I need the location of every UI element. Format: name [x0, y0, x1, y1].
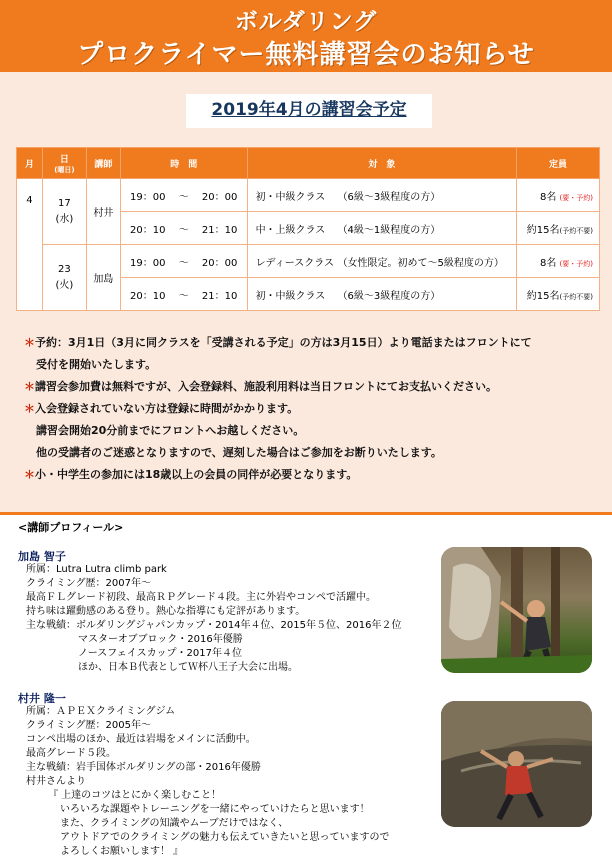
profile-line: クライミング歴：2005年～: [26, 720, 151, 731]
month-cell: 4: [17, 179, 43, 311]
target-cell: [247, 245, 517, 278]
reservation-note: (要・予約): [559, 193, 593, 202]
profile-line: コンペ出場のほか、最近は岩場をメインに活動中。: [26, 734, 256, 745]
header-day-label: 日: [59, 154, 69, 165]
instructor-name: 加島 智子: [18, 550, 66, 563]
notes-list: [24, 332, 604, 486]
class-note: （女性限定。初めて～5級程度の方）: [337, 257, 504, 269]
reservation-note: (要・予約): [559, 259, 593, 268]
note-line: [24, 398, 604, 420]
instructor-cell: 村井: [86, 179, 120, 245]
header-instructor: 講師: [86, 148, 120, 179]
time-cell: [120, 278, 247, 311]
note-text: 入会登録されていない方は登録に時間がかかります。: [35, 402, 299, 415]
target-cell: [247, 179, 517, 212]
note-bullet: ＊: [24, 468, 35, 481]
header-title-1: ボルダリング: [234, 9, 378, 35]
quote-line: アウトドアでのクライミングの魅力も伝えていきたいと思っていますので: [60, 832, 390, 843]
class-level: レディースクラス: [255, 257, 334, 269]
start-time: 19：00: [130, 191, 166, 203]
time-separator: ～: [178, 191, 189, 203]
capacity-value: 8名: [539, 257, 557, 269]
end-time: 21：10: [201, 224, 238, 236]
capacity-cell: [517, 245, 600, 278]
profile-line: 村井さんより: [26, 776, 86, 787]
class-note: （6級～3級程度の方）: [337, 191, 441, 203]
note-text: 講習会開始20分前までにフロントへお越しください。: [36, 424, 305, 437]
instructor-cell: 加島: [86, 245, 120, 311]
note-text: 予約：3月1日（3月に同クラスを「受講される予定」の方は3月15日）より電話またはフロントにて: [35, 336, 532, 349]
profile-line: 所属：ＡＰＥＸクライミングジム: [26, 706, 176, 717]
quote-line: 『 上達のコツはとにかく楽しむこと！: [48, 790, 222, 801]
class-note: （6級～3級程度の方）: [337, 290, 441, 302]
profile-line: 最高ＦＬグレード初段、最高ＲＰグレード４段。主に外岩やコンペで活躍中。: [26, 592, 376, 603]
profile-line: 主な戦績：岩手国体ボルダリングの部・2016年優勝: [26, 762, 261, 773]
capacity-cell: [517, 278, 600, 311]
table-header-row: [17, 148, 600, 179]
note-bullet: ＊: [24, 380, 35, 393]
header-banner: [0, 0, 612, 72]
reservation-note: (予約不要): [559, 292, 593, 301]
instructor-photo-1: [441, 547, 592, 673]
header-capacity: 定員: [517, 148, 600, 179]
instructor-photo-2: [441, 701, 592, 827]
note-bullet: ＊: [24, 336, 35, 349]
capacity-value: 約15名: [526, 224, 560, 236]
climbing-photo-illustration-2: [441, 701, 592, 827]
profile-line: ほか、日本Ｂ代表としてＷ杯八王子大会に出場。: [78, 662, 298, 673]
reservation-note: (予約不要): [559, 226, 593, 235]
header-title-2: プロクライマー無料講習会のお知らせ: [77, 40, 535, 70]
section-divider: [0, 512, 612, 515]
table-row: [17, 245, 600, 278]
note-line: [24, 376, 604, 398]
start-time: 19：00: [130, 257, 166, 269]
schedule-table: [16, 147, 600, 311]
class-level: 中・上級クラス: [255, 224, 326, 236]
note-text: 他の受講者のご迷惑となりますので、遅刻した場合はご参加をお断りいたします。: [36, 446, 442, 459]
instructor-profile-1: [18, 548, 401, 675]
profile-line: 主な戦績：ボルダリングジャパンカップ・2014年４位、2015年５位、2016年２位: [26, 620, 402, 631]
header-target: 対 象: [247, 148, 517, 179]
end-time: 20：00: [201, 191, 238, 203]
profile-line: ノースフェイスカップ・2017年４位: [78, 648, 242, 659]
note-line: [24, 420, 604, 442]
header-month: 月: [17, 148, 43, 179]
climbing-photo-illustration-1: [441, 547, 592, 673]
profile-line: マスターオブブロック・2016年優勝: [78, 634, 243, 645]
weekday: (火): [55, 279, 74, 291]
note-text: 講習会参加費は無料ですが、入会登録料、施設利用料は当日フロントにてお支払いください。: [35, 380, 497, 393]
quote-line: よろしくお願いします！ 』: [60, 846, 184, 857]
class-note: （4級～1級程度の方）: [337, 224, 441, 236]
profile-heading: <講師プロフィール>: [18, 521, 124, 534]
time-separator: ～: [178, 290, 189, 302]
start-time: 20：10: [130, 290, 166, 302]
class-level: 初・中級クラス: [255, 191, 326, 203]
profile-line: 所属：Lutra Lutra climb park: [26, 564, 167, 575]
start-time: 20：10: [130, 224, 166, 236]
time-cell: [120, 245, 247, 278]
time-cell: [120, 179, 247, 212]
capacity-cell: [517, 179, 600, 212]
target-cell: [247, 278, 517, 311]
time-separator: ～: [178, 224, 189, 236]
time-separator: ～: [178, 257, 189, 269]
capacity-cell: [517, 212, 600, 245]
target-cell: [247, 212, 517, 245]
note-line: [24, 354, 604, 376]
weekday: (水): [55, 213, 74, 225]
header-day-sub: (曜日): [54, 165, 75, 174]
capacity-value: 8名: [539, 191, 557, 203]
schedule-subtitle: 2019年4月の講習会予定: [186, 94, 432, 128]
profile-line: 持ち味は躍動感のある登り。熱心な指導にも定評があります。: [26, 606, 306, 617]
end-time: 20：00: [201, 257, 238, 269]
day-cell: [42, 179, 86, 245]
quote-line: また、クライミングの知識やムーブだけではなく、: [60, 818, 289, 829]
instructor-name: 村井 隆一: [18, 692, 66, 705]
end-time: 21：10: [201, 290, 238, 302]
day-number: 23: [58, 263, 71, 275]
quote-line: いろいろな課題やトレーニングを一緒にやっていけたらと思います！: [60, 804, 370, 815]
time-cell: [120, 212, 247, 245]
note-text: 小・中学生の参加には18歳以上の会員の同伴が必要となります。: [35, 468, 358, 481]
profile-line: クライミング歴：2007年～: [26, 578, 151, 589]
note-line: [24, 442, 604, 464]
note-line: [24, 332, 604, 354]
profile-line: 最高グレード５段。: [26, 748, 116, 759]
day-number: 17: [58, 197, 71, 209]
note-text: 受付を開始いたします。: [36, 358, 157, 371]
note-line: [24, 464, 604, 486]
header-day: [42, 148, 86, 179]
table-row: [17, 179, 600, 212]
day-cell: [42, 245, 86, 311]
note-bullet: ＊: [24, 402, 35, 415]
instructor-profile-2: [18, 690, 390, 859]
class-level: 初・中級クラス: [255, 290, 326, 302]
capacity-value: 約15名: [526, 290, 560, 302]
header-time: 時 間: [120, 148, 247, 179]
